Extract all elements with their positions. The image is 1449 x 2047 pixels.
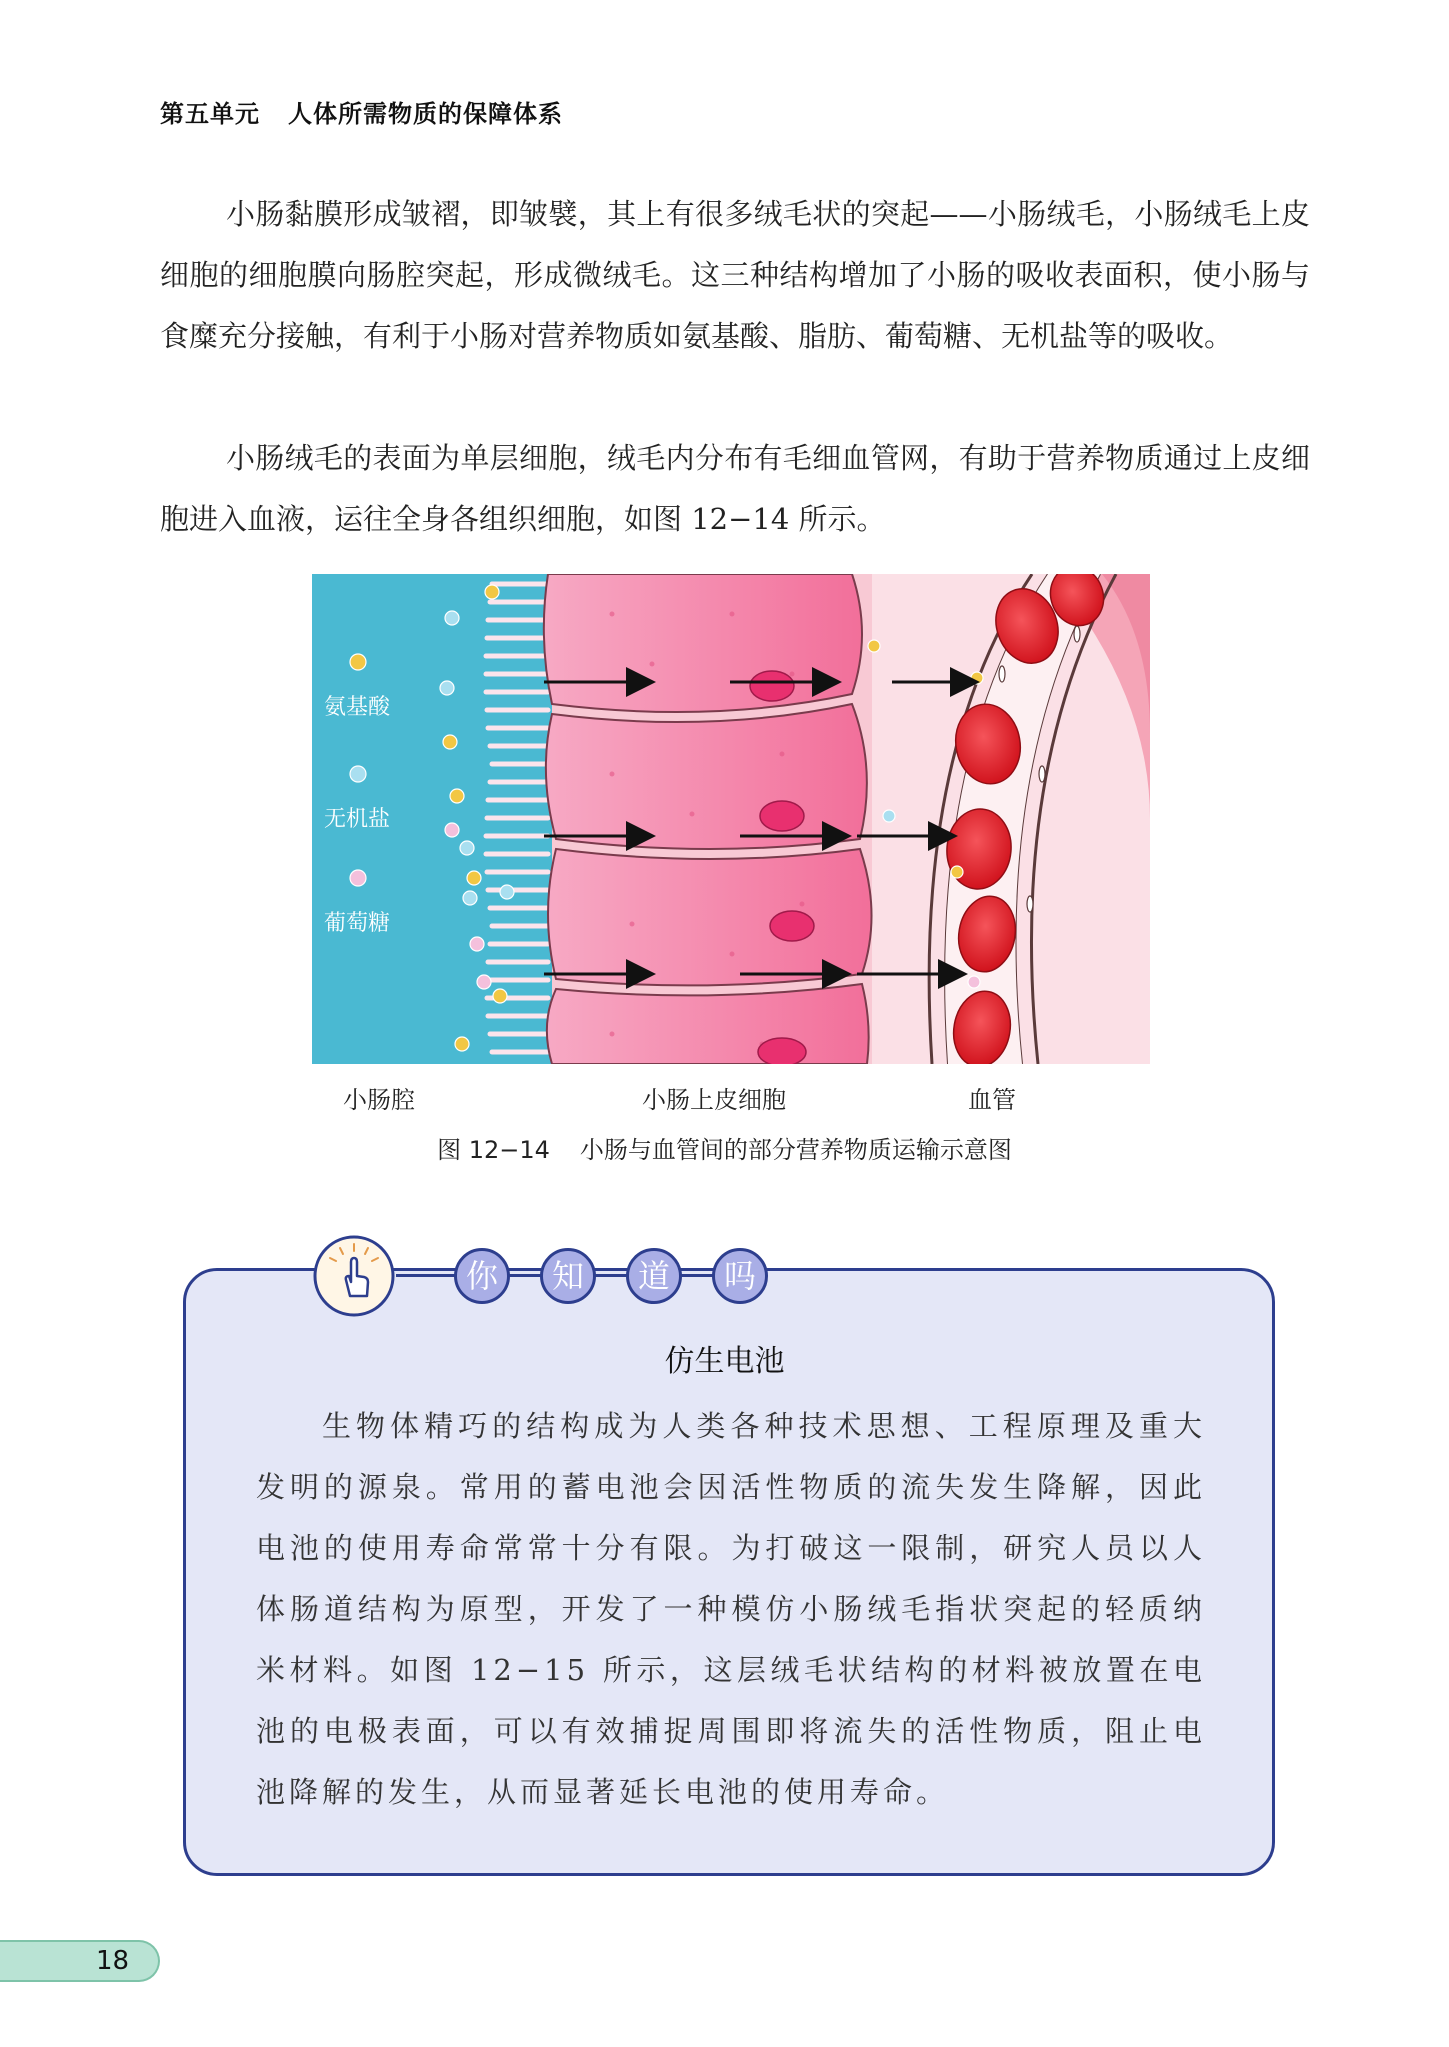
intestine-vessel-illustration <box>312 574 1150 1064</box>
unit-title: 人体所需物质的保障体系 <box>288 100 563 128</box>
page-number: 18 <box>96 1946 130 1976</box>
figure-number: 图 12−14 <box>437 1136 550 1164</box>
label-epithelium: 小肠上皮细胞 <box>642 1086 786 1114</box>
badge-char-2: 知 <box>540 1248 596 1304</box>
legend-glucose: 葡萄糖 <box>324 911 391 936</box>
running-header <box>160 94 563 129</box>
unit-label: 第五单元 <box>160 100 260 128</box>
figure-caption-text: 小肠与血管间的部分营养物质运输示意图 <box>579 1136 1012 1164</box>
pointing-hand-icon <box>312 1234 396 1318</box>
box-body-text: 生物体精巧的结构成为人类各种技术思想、工程原理及重大发明的源泉。常用的蓄电池会因活性物质的流失发生降解，因此电池的使用寿命常常十分有限。为打破这一限制，研究人员以人体肠道结构为原型，开发了一种模仿小肠绒毛指状突起的轻质纳米材料。如图 12−15 所示，这层绒毛状结构的材料被放置在电池的电极表面，可以有效捕捉周围即将流失的活性物质，阻止电池降解的发生，从而显著延长电池的使用寿命。 <box>256 1409 1206 1809</box>
paragraph-1-text: 小肠黏膜形成皱褶，即皱襞，其上有很多绒毛状的突起——小肠绒毛，小肠绒毛上皮细胞的细胞膜向肠腔突起，形成微绒毛。这三种结构增加了小肠的吸收表面积，使小肠与食糜充分接触，有利于小肠对营养物质如氨基酸、脂肪、葡萄糖、无机盐等的吸收。 <box>160 197 1310 353</box>
legend-amino-acid: 氨基酸 <box>324 695 391 720</box>
legend-amino-acid-dot <box>350 654 366 670</box>
page-number-tab <box>0 1940 160 1982</box>
box-body <box>256 1396 1206 1823</box>
legend-mineral-dot <box>350 766 366 782</box>
paragraph-2 <box>160 428 1310 550</box>
paragraph-1 <box>160 184 1310 367</box>
box-title: 仿生电池 <box>664 1344 785 1379</box>
badge-char-1: 你 <box>454 1248 510 1304</box>
legend-mineral: 无机盐 <box>324 807 391 832</box>
label-vessel: 血管 <box>968 1086 1016 1114</box>
microvilli <box>486 584 548 1052</box>
label-lumen: 小肠腔 <box>343 1086 415 1114</box>
paragraph-2-text: 小肠绒毛的表面为单层细胞，绒毛内分布有毛细血管网，有助于营养物质通过上皮细胞进入血液，运往全身各组织细胞，如图 12−14 所示。 <box>160 441 1310 536</box>
legend-glucose-dot <box>350 870 366 886</box>
figure-caption <box>0 1130 1449 1165</box>
badge-char-3: 道 <box>626 1248 682 1304</box>
badge-char-4: 吗 <box>712 1248 768 1304</box>
